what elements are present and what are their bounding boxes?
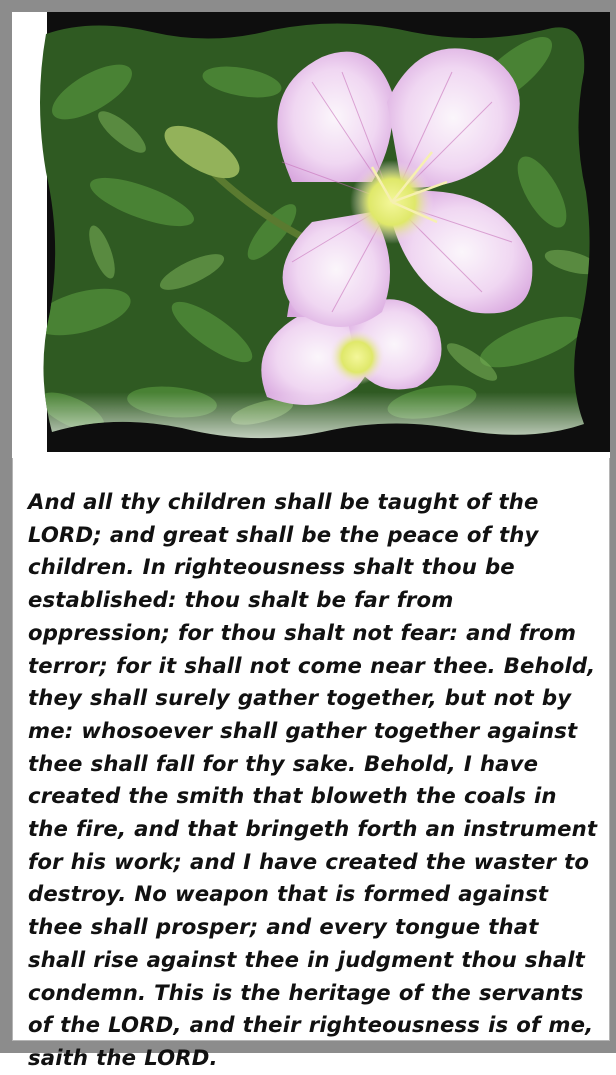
photo-area: [12, 12, 610, 458]
flower-photo: [12, 12, 610, 458]
scripture-verse-text: And all thy children shall be taught of the LORD; and great shall be the peace of thy children. In righteousness shalt thou be established: thou shalt be far from oppression; for thou shalt not fear: and from terror; for it shall not come near thee. Behold, they shall surely gather together, but not by me: whosoever shall gather together against thee shall fall for thy sake. Behold, I have created the smith that bloweth the coals in the fire, and that bringeth forth an instrument for his work; and I have created the waster to destroy. No weapon that is formed against thee shall prosper; and every tongue that shall rise against thee in judgment thou shalt condemn. This is the heritage of the servants of the LORD, and their righteousness is of me, saith the LORD.: [28, 489, 598, 1070]
